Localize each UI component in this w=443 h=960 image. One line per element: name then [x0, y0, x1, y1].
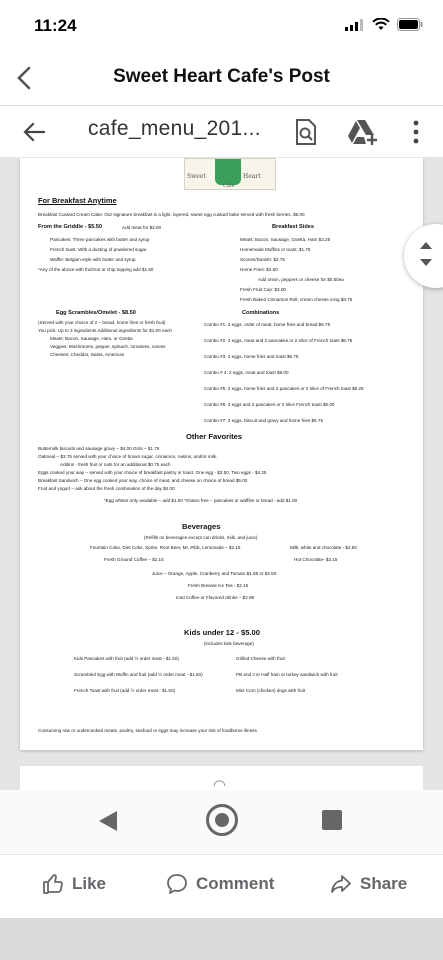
comment-icon — [166, 873, 188, 895]
griddle-note: Add meat for $2.00 — [122, 225, 162, 230]
menu-line: Juice – Orange, Apple, Cranberry and Tomato $1.95 or $2.50 — [152, 571, 277, 576]
section-favorites-title: Other Favorites — [186, 432, 243, 441]
menu-line: Hot Chocolate- $2.15 — [294, 557, 338, 562]
share-label: Share — [360, 874, 408, 893]
menu-line: Combo #1: 2 eggs, order of meat, home fries and bread $6.75 — [204, 322, 331, 327]
file-name: cafe_menu_201... — [88, 117, 261, 140]
menu-line: Scones/Danish: $2.75 — [240, 257, 285, 262]
menu-line: Fresh Baked Cinnamon Roll, cream cheese icing $3.75 — [240, 297, 353, 302]
menu-line: (Served with your choice of 2 – bread, home fries or fresh fruit) — [38, 320, 166, 325]
menu-line: Milk, white and chocolate - $2.50 — [290, 545, 357, 550]
viewer-toolbar — [0, 106, 443, 158]
menu-line: Eggs cooked your way – served with your choice of breakfast pastry or toast. One egg - $3.50, Two eggs - $4.25 — [38, 470, 267, 475]
battery-icon — [397, 18, 423, 31]
back-arrow-icon[interactable] — [22, 120, 46, 144]
status-bar — [0, 0, 443, 50]
menu-line: Combo #5: 2 eggs, home fries and 2 pancakes or 2 slice of French toast $6.25 — [204, 386, 364, 391]
page-glyph: ◠ — [213, 777, 227, 790]
menu-line: Breakfast Sandwich – One egg cooked your way, choice of meat, and cheese on choice of bread $5.00 — [38, 478, 248, 483]
section-breakfast-title: For Breakfast Anytime — [38, 196, 117, 205]
menu-line: Combo #7: 2 eggs, biscuit and gravy and home fries $6.75 — [204, 418, 323, 423]
comment-label: Comment — [196, 874, 275, 893]
bottom-strip — [0, 918, 443, 960]
add-to-drive-icon[interactable] — [348, 118, 378, 146]
menu-line: You pick: Up to 3 ingredients Additional ingredients for $1.00 each — [38, 328, 172, 333]
share-button[interactable] — [330, 873, 407, 895]
document-viewport[interactable] — [0, 158, 443, 790]
menu-line: Cheeses: Cheddar, Swiss, American — [50, 352, 125, 357]
menu-line: Veggies: Mushrooms, pepper, spinach, tomatoes, onions — [50, 344, 166, 349]
cafe-logo: Sweet Heart Cafe — [184, 158, 276, 190]
menu-line: *Egg whites only available – add $1.50 *Gluten free – pancakes or waffles or bread - add $1.50 — [104, 498, 298, 503]
page-title: Sweet Heart Cafe's Post — [113, 66, 330, 87]
status-time: 11:24 — [34, 16, 77, 35]
like-label: Like — [72, 874, 107, 893]
disclaimer: Consuming raw or undercooked meats, poultry, seafood or eggs may increase your risk of foodborne illness. — [38, 728, 259, 733]
menu-line: (Refills on beverages except can drinks, milk, and juice) — [144, 535, 258, 540]
system-nav-bar — [0, 790, 443, 854]
menu-line: Oatmeal – $3.75 served with your choice of brown sugar, cinnamon, raisins, and/or milk. — [38, 454, 218, 459]
menu-line: Mini Corn (chicken) dogs with fruit — [236, 688, 306, 693]
coffee-cup-icon — [215, 159, 241, 185]
menu-line: French toast: With a dusting of powdered sugar — [50, 247, 147, 252]
menu-line: Kids Pancakes with fruit (add ½ order meat - $1.50) — [74, 656, 179, 661]
menu-line: French Toast with fruit (add ½ order meat - $1.50) — [74, 688, 176, 693]
menu-line: Fountain Coke, Diet Coke, Sprite, Root Beer, Mr. Pibb, Lemonade – $2.15 — [90, 545, 241, 550]
share-arrow-icon — [330, 873, 352, 895]
menu-line: Pancakes: Three pancakes with butter and syrup — [50, 237, 150, 242]
menu-line: Fruit and yogurt – ask about the fresh combination of the day $4.00 — [38, 486, 175, 491]
post-actions — [0, 854, 443, 918]
menu-line: Grilled Cheese with fruit — [236, 656, 285, 661]
menu-line: Waffle: Belgian-style with butter and syrup — [50, 257, 136, 262]
menu-page — [20, 158, 423, 750]
menu-line: Meats: Bacon, Sausage, Ham, or Goetta — [50, 336, 133, 341]
nav-home-icon[interactable] — [206, 804, 238, 836]
like-button[interactable] — [42, 873, 106, 895]
menu-line: Scrambled Egg with Muffin and fruit (add ½ order meat - $1.50) — [74, 672, 203, 677]
menu-line: *Any of the above with fruit/nut or chip topping add $1.50 — [38, 267, 154, 272]
section-kids-title: Kids under 12 - $5.00 — [184, 628, 260, 637]
sides-title: Breakfast Sides — [272, 224, 314, 230]
menu-line: (includes kids beverage) — [204, 641, 254, 646]
thumbs-up-icon — [42, 873, 64, 895]
menu-line: Iced Coffee or Flavored drinks – $2.99 — [176, 595, 255, 600]
menu-line: Buttermilk biscuits and sausage gravy – $4.00 Grits – $1.75 — [38, 446, 160, 451]
find-in-document-icon[interactable] — [294, 118, 318, 146]
menu-line: Add onion, peppers or cheese for $0.50ea — [258, 277, 344, 282]
signal-icon — [345, 19, 365, 31]
menu-line: Homemade Muffins or toast: $1.75 — [240, 247, 311, 252]
comment-button[interactable] — [166, 873, 274, 895]
menu-line: Combo #3: 2 eggs, home fries and toast $5.75 — [204, 354, 299, 359]
omelet-title: Egg Scrambles/Omelet - $8.50 — [56, 310, 136, 316]
menu-line: Combo # 4: 2 eggs, meat and toast $6.00 — [204, 370, 289, 375]
chevron-down-icon[interactable] — [420, 259, 432, 266]
menu-line: PB and J or Half ham or turkey sandwich with fruit — [236, 672, 338, 677]
nav-recent-apps-icon[interactable] — [322, 810, 342, 830]
menu-line: Fresh Ground Coffee – $2.15 — [104, 557, 164, 562]
status-icons — [345, 18, 423, 31]
post-header — [0, 50, 443, 106]
more-options-icon[interactable] — [406, 118, 426, 146]
menu-line: Fresh Brewed Ice Tea - $2.15 — [188, 583, 249, 588]
griddle-title: From the Griddle - $5.50 — [38, 224, 103, 230]
menu-line: Fresh Fruit Cup: $3.00 — [240, 287, 286, 292]
menu-line: Addins - fresh fruit or nuts for an additional $0.75 each — [60, 462, 171, 467]
wifi-icon — [372, 18, 390, 31]
menu-line: Breakfast Custard Cream Cake: Our signature breakfast is a light, layered, sweet egg custard bake served with fresh berries. $5.00 — [38, 212, 305, 217]
next-page — [20, 766, 423, 790]
chevron-up-icon[interactable] — [420, 242, 432, 249]
menu-line: Combo #2: 2 eggs, meat and 2 pancakes or 2 slice of French toast $6.75 — [204, 338, 353, 343]
nav-back-icon[interactable] — [99, 811, 117, 831]
menu-line: Home Fries: $2.50 — [240, 267, 278, 272]
menu-line: Combo #6: 2 eggs and 2 pancakes or 2 slice French toast $6.00 — [204, 402, 335, 407]
section-beverages-title: Beverages — [182, 522, 221, 531]
menu-line: Meats: Bacon, Sausage, Goetta, Ham $3.25 — [240, 237, 331, 242]
combos-title: Combinations — [242, 310, 280, 316]
